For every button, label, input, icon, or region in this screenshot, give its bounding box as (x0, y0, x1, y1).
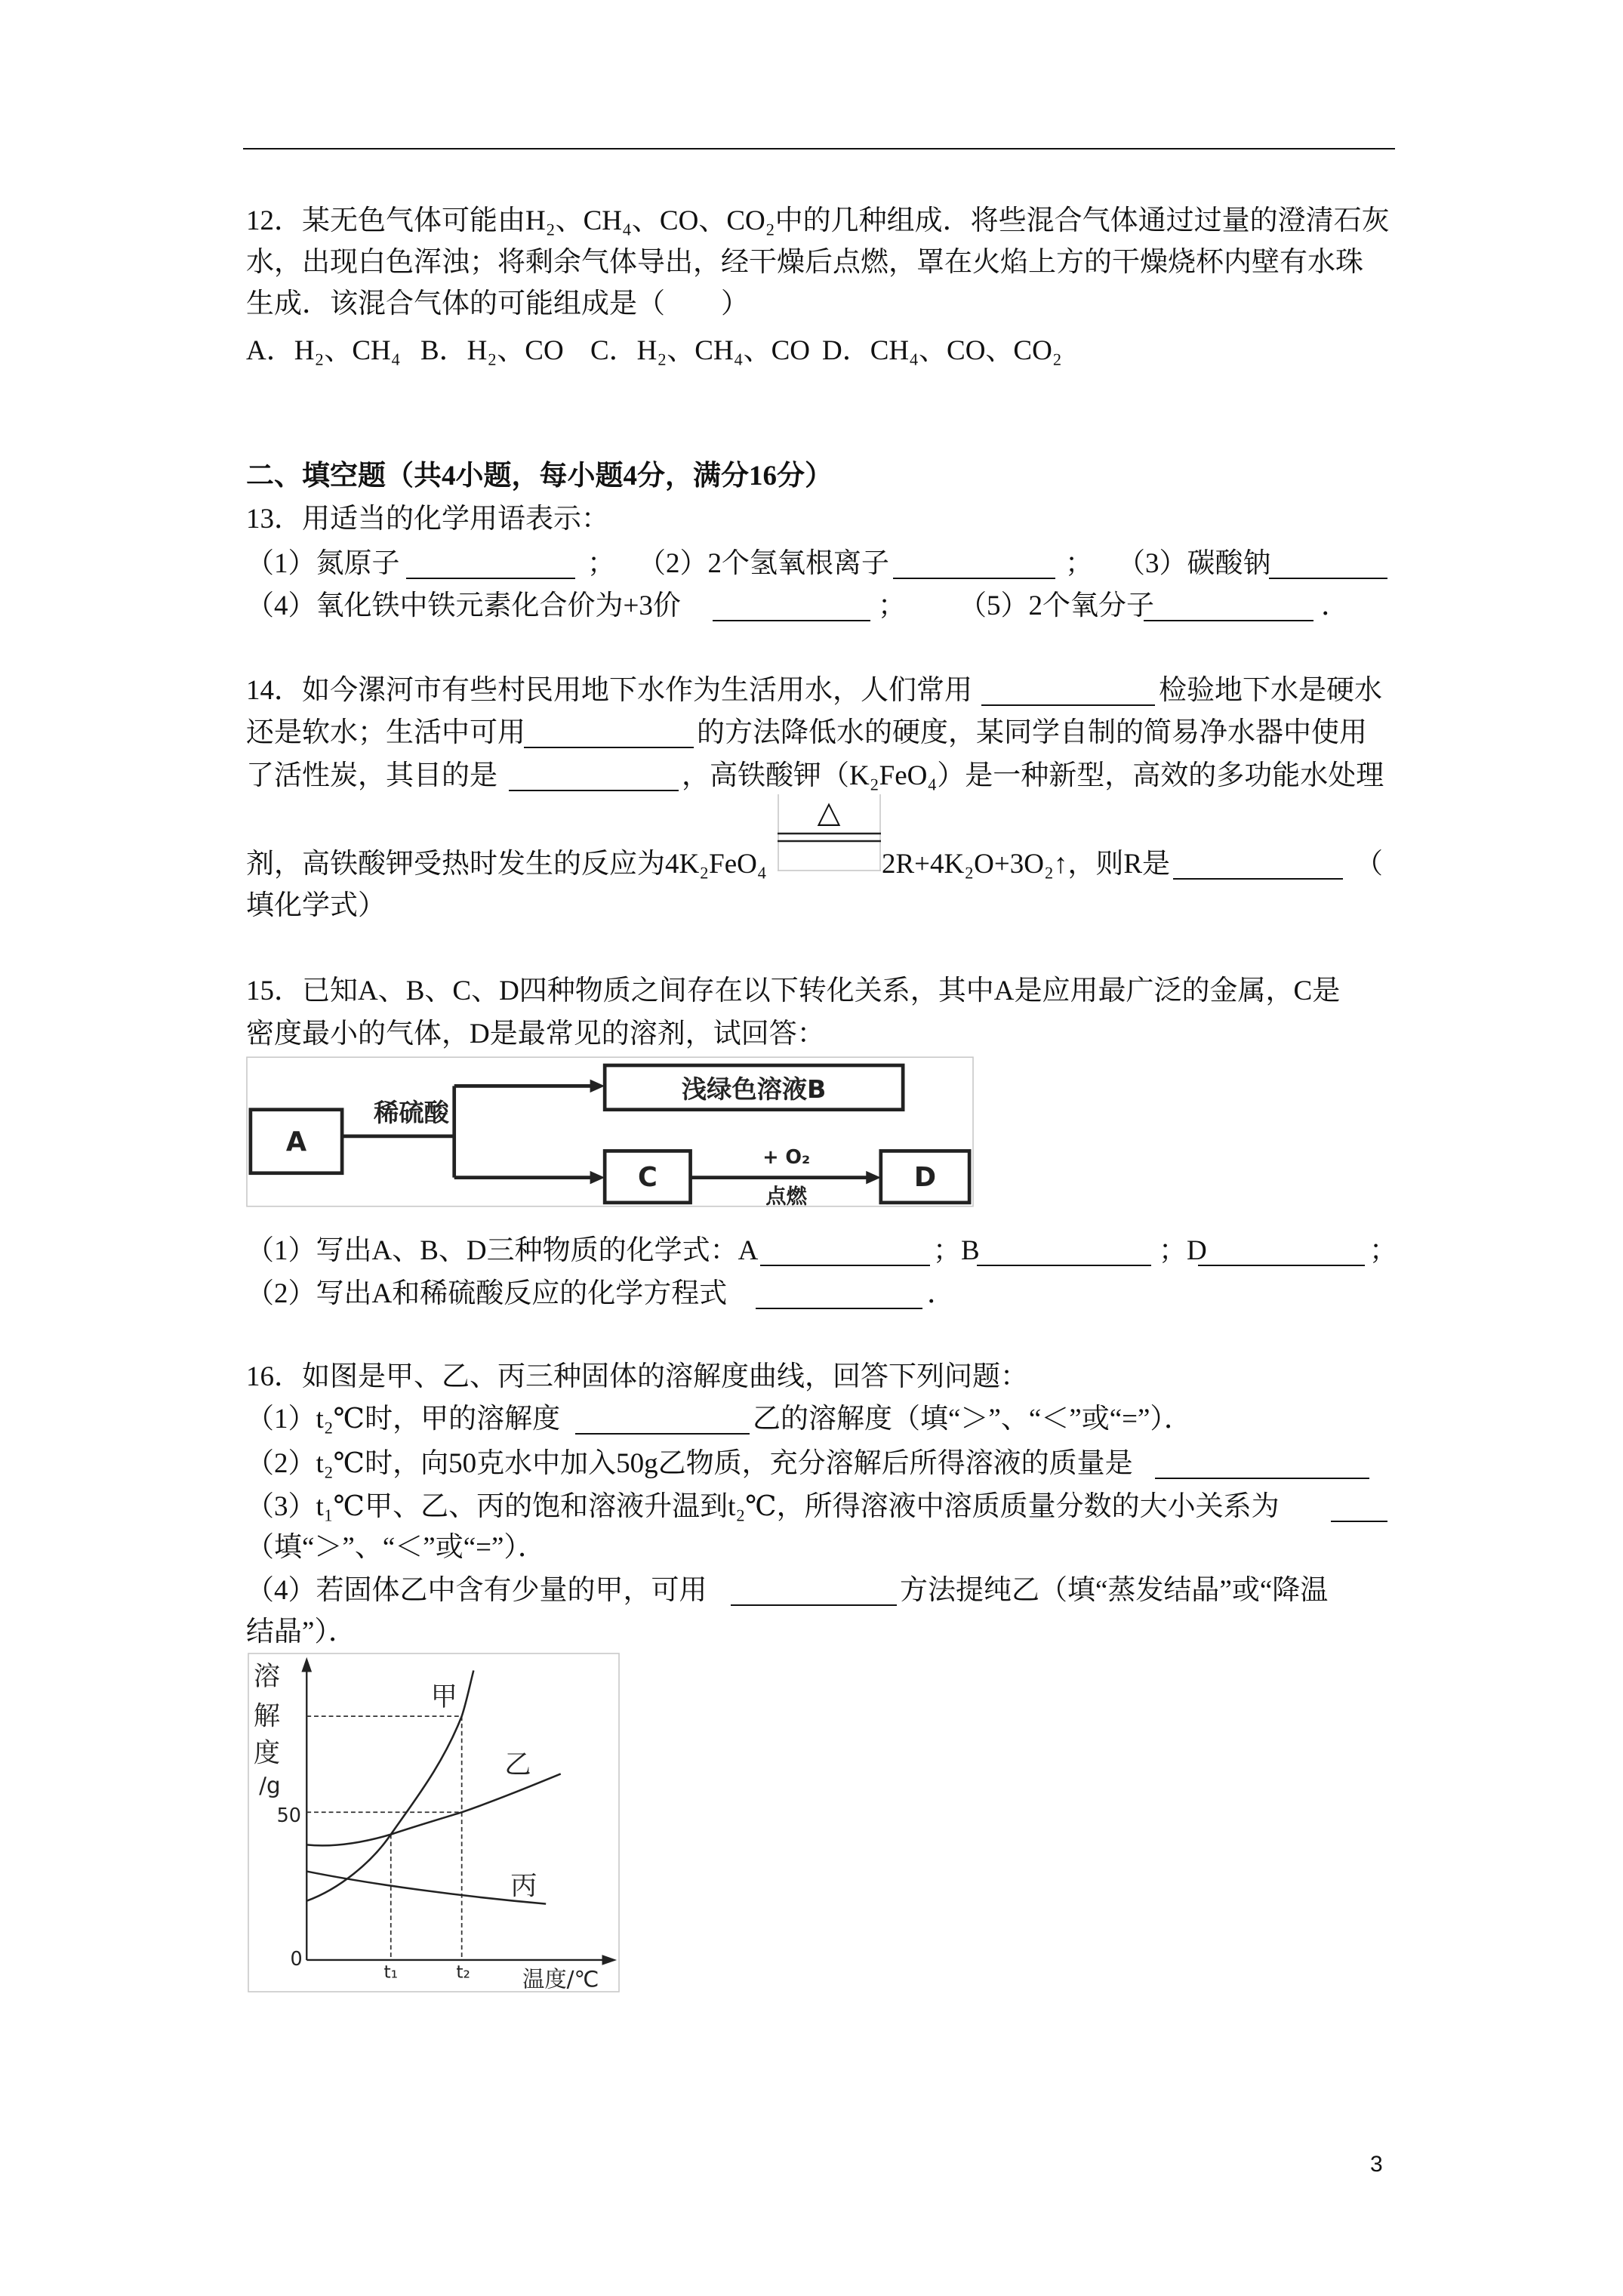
curve-label-jia: 甲 (430, 1681, 457, 1713)
q12-options (246, 331, 1397, 371)
q16-part-4 (246, 1570, 1397, 1611)
q16-part-3 (246, 1487, 1397, 1527)
box-a-label: A (285, 1126, 307, 1158)
box-b-label: 浅绿色溶液B (681, 1074, 827, 1104)
q15-part-1 (246, 1231, 1397, 1271)
answer-blank (524, 713, 694, 748)
q13-part-2: （2）2个氢氧根离子 (638, 548, 889, 579)
q13-line-2 (246, 586, 1397, 627)
reactant-label: + O₂ (762, 1145, 811, 1169)
q14-text: （ (1355, 849, 1383, 880)
answer-blank (1198, 1231, 1365, 1266)
q12-line-2: 水，出现白色浑浊；将剩余气体导出，经干燥后点燃，罩在火焰上方的干燥烧杯内壁有水珠 (246, 247, 1363, 278)
q16-text: （1）t₂℃时，甲的溶解度 (246, 1404, 561, 1435)
q12-line-3: 生成．该混合气体的可能组成是（ ） (246, 288, 749, 319)
q12-option-c: C．H₂、CH₄、CO (590, 335, 810, 366)
answer-blank (1269, 544, 1387, 579)
answer-blank (977, 1231, 1151, 1266)
reagent-label: 稀硫酸 (374, 1098, 449, 1128)
heating-triangle-icon: △ (817, 795, 841, 830)
origin-label: 0 (290, 1946, 303, 1970)
q13-line-1 (246, 544, 1397, 584)
answer-blank (760, 1231, 930, 1266)
x-tick-label: t₂ (456, 1961, 470, 1983)
x-tick-label: t₁ (383, 1961, 399, 1983)
q13-part-4: （4）氧化铁中铁元素化合价为+3价 (246, 590, 681, 621)
q14-text: 检验地下水是硬水 (1159, 675, 1382, 706)
y-axis-unit: /g (259, 1773, 281, 1799)
y-axis-label: 溶 (253, 1660, 281, 1692)
q16-text: （2）t₂℃时，向50克水中加入50g乙物质，充分溶解后所得溶液的质量是 (246, 1448, 1133, 1479)
q15-text: ． (927, 1278, 955, 1309)
q15-text: ；D (1159, 1235, 1207, 1266)
y-tick-label: 50 (276, 1804, 301, 1827)
q16-stem: 16．如图是甲、乙、丙三种固体的溶解度曲线，回答下列问题： (246, 1361, 1028, 1392)
y-axis-label: 度 (253, 1737, 281, 1769)
header-rule (243, 148, 1395, 149)
q13-part-5: （5）2个氧分子 (959, 590, 1154, 621)
q14-text: 还是软水；生活中可用 (246, 717, 525, 748)
q15-line-2: 密度最小的气体，D是最常见的溶剂，试回答： (246, 1019, 825, 1049)
q13-separator: ； (587, 548, 615, 579)
q16-text: 方法提纯乙（填“蒸发结晶”或“降温 (900, 1575, 1329, 1606)
answer-blank (981, 670, 1155, 706)
q16-text: 乙的溶解度（填“＞”、“＜”或“=”）． (753, 1404, 1192, 1435)
q13-part-3: （3）碳酸钠 (1117, 548, 1271, 579)
q16-part-4-continued: 结晶”）． (246, 1616, 356, 1647)
answer-blank (756, 1274, 922, 1309)
q12-line-1: 12．某无色气体可能由H₂、CH₄、CO、CO₂中的几种组成．将些混合气体通过过量的澄清石灰 (246, 205, 1390, 236)
q16-part-2 (246, 1444, 1397, 1484)
answer-blank (893, 544, 1055, 579)
q15-part-2 (246, 1274, 1397, 1314)
x-axis-label: 温度/℃ (522, 1966, 599, 1992)
q13-stem: 13．用适当的化学用语表示： (246, 504, 609, 535)
q13-part-1: （1）氮原子 (246, 548, 400, 579)
q14-text: 的方法降低水的硬度，某同学自制的简易净水器中使用 (697, 717, 1367, 748)
page-number: 3 (1370, 2152, 1383, 2177)
q14-line-3 (246, 756, 1397, 797)
q16-text: （3）t₁℃甲、乙、丙的饱和溶液升温到t₂℃，所得溶液中溶质质量分数的大小关系为 (246, 1491, 1280, 1522)
q14-text: 了活性炭，其目的是 (246, 760, 497, 791)
q15-text: ；B (933, 1235, 980, 1266)
q13-separator: ； (1065, 548, 1093, 579)
q12-option-a: A．H₂、CH₄ (246, 335, 401, 366)
q16-text: （4）若固体乙中含有少量的甲，可用 (246, 1575, 707, 1606)
condition-label: 点燃 (765, 1185, 808, 1207)
answer-blank (406, 544, 575, 579)
q15-line-1: 15．已知A、B、C、D四种物质之间存在以下转化关系，其中A是应用最广泛的金属，C是 (246, 975, 1341, 1006)
q14-line-4 (246, 844, 1397, 885)
answer-blank (1173, 844, 1343, 880)
q16-part-1 (246, 1399, 1397, 1440)
q14-text: 14．如今漯河市有些村民用地下水作为生活用水，人们常用 (246, 675, 972, 706)
box-c-label: C (637, 1162, 658, 1194)
reaction-flow-diagram (246, 1056, 974, 1207)
q15-text: （2）写出A和稀硫酸反应的化学方程式 (246, 1278, 728, 1309)
q14-text: ，高铁酸钾（K₂FeO₄）是一种新型，高效的多功能水处理 (682, 760, 1384, 791)
answer-blank (575, 1399, 750, 1435)
q14-text: 剂，高铁酸钾受热时发生的反应为4K₂FeO₄ (246, 849, 767, 880)
q13-end: ． (1321, 590, 1349, 621)
answer-blank (1155, 1444, 1369, 1479)
curve-label-bing: 丙 (510, 1870, 537, 1902)
solubility-curve-graph (248, 1653, 620, 1992)
q16-part-3-continued: （填“＞”、“＜”或“=”）． (246, 1532, 546, 1563)
box-d-label: D (913, 1162, 937, 1194)
y-axis-label: 解 (253, 1700, 281, 1732)
q15-text: ； (1369, 1235, 1397, 1266)
q14-text: 2R+4K₂O+3O₂↑，则R是 (882, 849, 1171, 880)
section-2-title: 二、填空题（共4小题，每小题4分，满分16分） (246, 461, 833, 492)
q14-line-5: 填化学式） (246, 890, 386, 921)
answer-blank (509, 756, 679, 791)
q12-option-b: B．H₂、CO (420, 335, 564, 366)
answer-blank (1144, 586, 1313, 621)
curve-label-yi: 乙 (504, 1749, 531, 1781)
q15-text: （1）写出A、B、D三种物质的化学式：A (246, 1235, 759, 1266)
q14-line-1 (246, 670, 1397, 711)
q14-line-2 (246, 713, 1397, 754)
answer-blank (713, 586, 870, 621)
q12-option-d: D．CH₄、CO、CO₂ (822, 335, 1062, 366)
answer-blank (1331, 1487, 1387, 1522)
answer-blank (731, 1570, 897, 1606)
q13-separator: ； (878, 590, 906, 621)
